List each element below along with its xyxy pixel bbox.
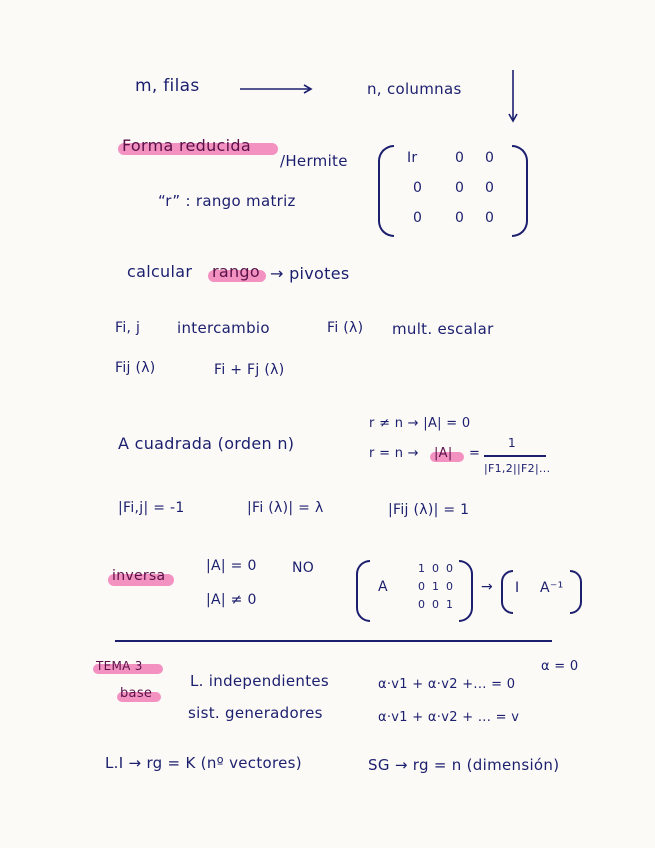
matrix-left-bracket [378,145,394,237]
det-nonzero-label: |A| ≠ 0 [206,592,257,608]
matrix-cell: Ir [407,150,418,166]
fraction-bar [484,455,546,457]
det-a-label: |A| [434,446,453,461]
result-left-bracket [501,570,513,614]
result-right-bracket [570,570,582,614]
columnas-label: n, columnas [367,80,462,98]
identity-cell: 0 [418,598,426,611]
identity-i-label: I [515,580,520,596]
det-fi-lambda-label: |Fi (λ)| = λ [247,500,324,516]
det-zero-label: |A| = 0 [206,558,257,574]
intercambio-label: intercambio [177,319,270,337]
fraction-denominator: |F1,2||F2|... [484,462,551,475]
matrix-cell: 0 [455,210,465,226]
equals-sign: = [469,446,481,461]
sg-equation: α·v1 + α·v2 + ... = v [378,710,520,725]
hermite-label: /Hermite [280,152,348,170]
forma-reducida-label: Forma reducida [122,136,251,155]
r-neq-n-label: r ≠ n → |A| = 0 [369,416,471,431]
sg-label: sist. generadores [188,704,323,722]
to-arrow: → [481,579,494,595]
fij-label: Fi, j [115,320,141,336]
rango-label: rango [212,262,260,281]
li-rango-label: L.I → rg = K (nº vectores) [105,754,302,772]
pivotes-label: → pivotes [270,264,350,283]
identity-cell: 1 [446,598,454,611]
matrix-cell: 0 [455,180,465,196]
fij-lambda-label: Fij (λ) [115,360,156,376]
matrix-cell: 0 [485,210,495,226]
right-arrow-icon [240,84,320,94]
fi-plus-fj-label: Fi + Fj (λ) [214,362,285,378]
calcular-label: calcular [127,262,193,281]
down-arrow-icon [507,70,519,125]
identity-cell: 0 [418,580,426,593]
augmented-left-bracket [356,560,370,622]
section-divider [115,640,552,642]
r-eq-n-label: r = n → [369,446,419,461]
sg-rango-label: SG → rg = n (dimensión) [368,756,560,774]
base-label: base [120,686,153,701]
rango-matriz-label: “r” : rango matriz [158,192,296,210]
matrix-cell: 0 [485,150,495,166]
identity-cell: 1 [432,580,440,593]
alpha-zero-label: α = 0 [541,659,579,674]
identity-cell: 0 [446,562,454,575]
inversa-label: inversa [112,568,166,584]
matrix-cell: 0 [413,210,423,226]
matrix-cell: 0 [413,180,423,196]
matrix-a-label: A [378,579,388,595]
identity-cell: 0 [446,580,454,593]
li-equation: α·v1 + α·v2 +... = 0 [378,677,516,692]
matrix-cell: 0 [485,180,495,196]
fi-lambda-label: Fi (λ) [327,320,364,336]
mult-escalar-label: mult. escalar [392,320,494,338]
matrix-cell: 0 [455,150,465,166]
a-inverse-label: A⁻¹ [540,580,564,596]
augmented-right-bracket [459,560,473,622]
det-fij-label: |Fi,j| = -1 [118,500,185,516]
identity-cell: 0 [432,598,440,611]
filas-label: m, filas [135,76,200,96]
no-label: NO [292,560,315,576]
identity-cell: 0 [432,562,440,575]
matrix-right-bracket [512,145,528,237]
fraction-numerator: 1 [508,436,516,450]
li-label: L. independientes [190,672,330,690]
identity-cell: 1 [418,562,426,575]
tema-label: TEMA 3 [96,659,143,673]
a-cuadrada-label: A cuadrada (orden n) [118,434,295,453]
det-fij-lambda-label: |Fij (λ)| = 1 [388,502,470,518]
